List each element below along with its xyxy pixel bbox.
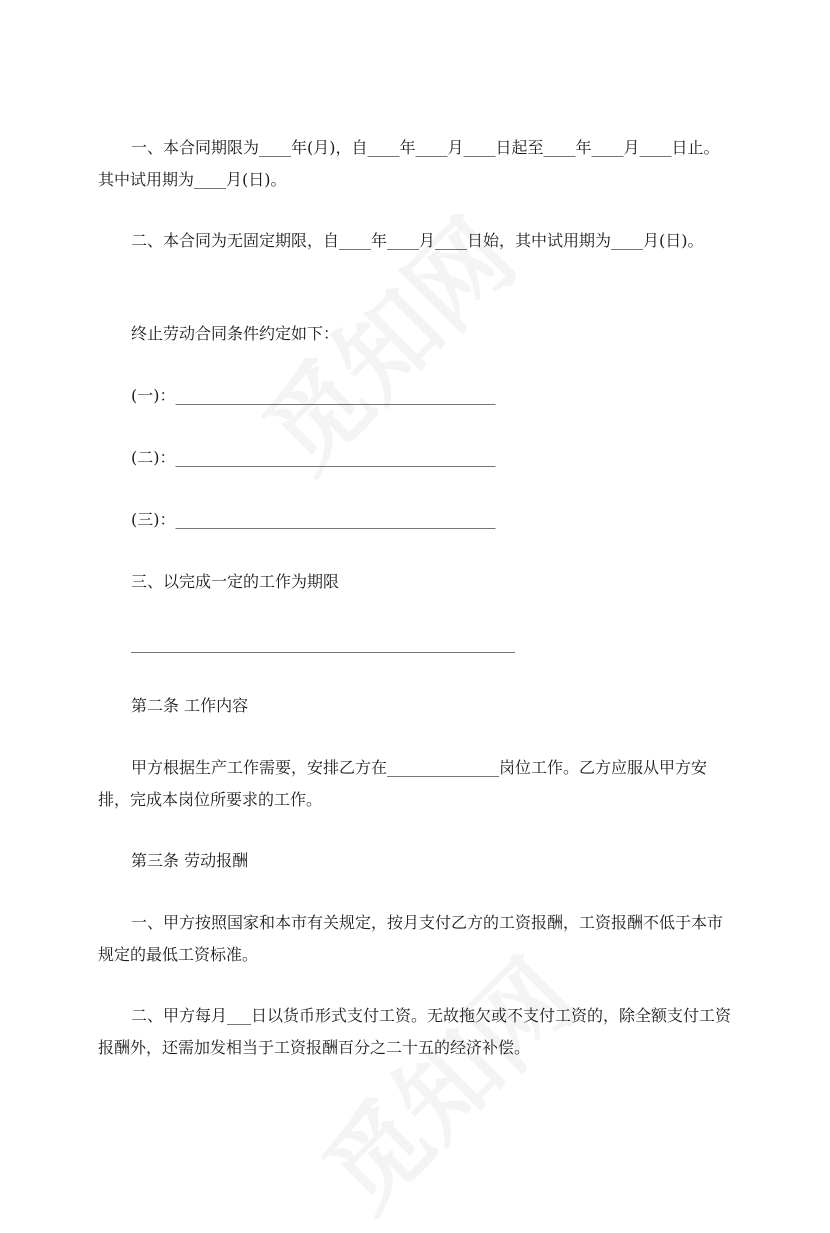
article-2-body: 甲方根据生产工作需要，安排乙方在______________岗位工作。乙方应服从甲方安排，完成本岗位所要求的工作。 (98, 758, 708, 809)
termination-condition-1: (一)：________________________________________ (131, 386, 496, 405)
article-3-clause-2: 二、甲方每月___日以货币形式支付工资。无故拖欠或不支付工资的，除全额支付工资报酬外，还需加发相当于工资报酬百分之二十五的经济补偿。 (98, 1006, 732, 1057)
article-3-clause-1: 一、甲方按照国家和本市有关规定，按月支付乙方的工资报酬，工资报酬不低于本市规定的最低工资标准。 (98, 913, 724, 964)
clause-term-task-based: 三、以完成一定的工作为期限 (131, 572, 340, 591)
task-based-blank-line: ________________________________________________ (131, 634, 515, 653)
clause-term-fixed: 一、本合同期限为____年(月)，自____年____月____日起至____年____月____日止。其中试用期为____月(日)。 (98, 138, 720, 189)
termination-conditions-heading: 终止劳动合同条件约定如下： (131, 324, 340, 343)
termination-condition-2: (二)：________________________________________ (131, 448, 496, 467)
article-3-heading: 第三条 劳动报酬 (131, 851, 249, 870)
article-2-heading: 第二条 工作内容 (131, 696, 249, 715)
clause-term-open-ended: 二、本合同为无固定期限，自____年____月____日始，其中试用期为____月(日)。 (131, 231, 704, 250)
termination-condition-3: (三)：________________________________________ (131, 510, 496, 529)
